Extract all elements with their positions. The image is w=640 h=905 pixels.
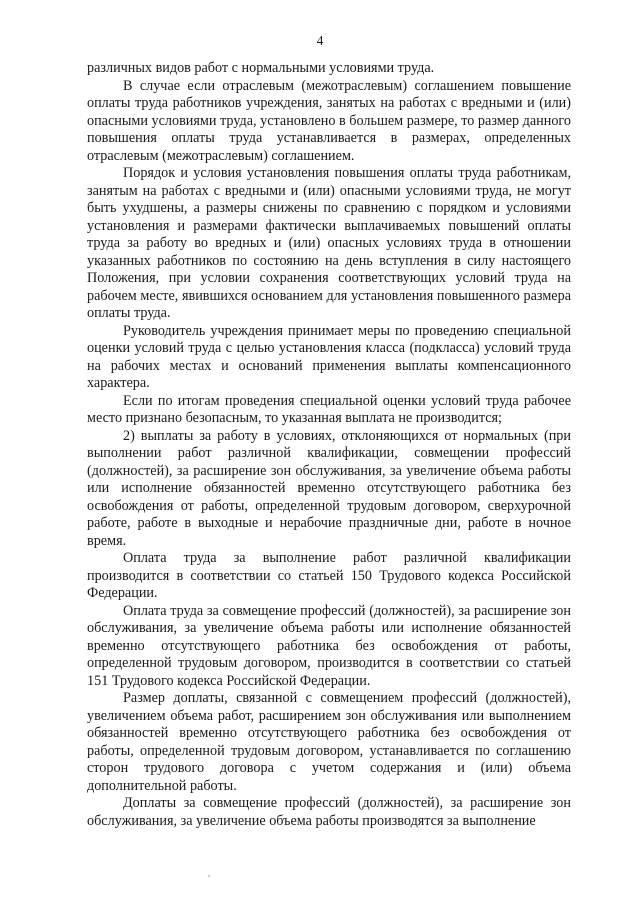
paragraph: Оплата труда за совмещение профессий (должностей), за расширение зон обслуживания, за увеличение объема работы или исполнение обязанностей временно отсутствующего работника без освобождения от работы, определенной трудовым договором, производится в соответствии со статьей 151 Трудового кодекса Российской Федерации. xyxy=(87,602,571,689)
scan-speck xyxy=(208,875,210,877)
paragraph: Порядок и условия установления повышения оплаты труда работникам, занятым на работах с вредными и (или) опасными условиями труда, не могут быть ухудшены, а размеры снижены по сравнению с порядком и условиями установления и размерами фактически выплачиваемых повышений оплаты труда за работу во вредных и (или) опасных условиях труда в отношении указанных работников по состоянию на день вступления в силу настоящего Положения, при условии сохранения соответствующих условий труда на рабочем месте, явившихся основанием для установления повышенного размера оплаты труда. xyxy=(87,165,571,321)
paragraph: В случае если отраслевым (межотраслевым) соглашением повышение оплаты труда работников учреждения, занятых на работах с вредными и (или) опасными условиями труда, установлено в большем размере, то размер данного повышения оплаты труда устанавливается в размерах, определенных отраслевым (межотраслевым) соглашением. xyxy=(87,77,571,164)
paragraph: Оплата труда за выполнение работ различной квалификации производится в соответствии со статьей 150 Трудового кодекса Российской Федерации. xyxy=(87,550,571,601)
paragraph: Руководитель учреждения принимает меры по проведению специальной оценки условий труда с целью установления класса (подкласса) условий труда на рабочих местах и оснований применения выплаты компенсационного характера. xyxy=(87,322,571,391)
paragraph: Если по итогам проведения специальной оценки условий труда рабочее место признано безопасным, то указанная выплата не производится; xyxy=(87,392,571,426)
paragraph: Доплаты за совмещение профессий (должностей), за расширение зон обслуживания, за увеличение объема работы производятся за выполнение xyxy=(87,795,571,829)
paragraph: различных видов работ с нормальными условиями труда. xyxy=(87,60,435,76)
paragraph: Размер доплаты, связанной с совмещением профессий (должностей), увеличением объема работ, расширением зон обслуживания или выполнением обязанностей временно отсутствующего работника без освобождения от работы, определенной трудовым договором, устанавливается по соглашению сторон трудового договора с учетом содержания и (или) объема дополнительной работы. xyxy=(87,690,571,794)
paragraph: 2) выплаты за работу в условиях, отклоняющихся от нормальных (при выполнении работ различной квалификации, совмещении профессий (должностей), за расширение зон обслуживания, за увеличение объема работы или исполнение обязанностей временно отсутствующего работника без освобождения от работы, определенной трудовым договором, сверхурочной работе, работе в выходные и нерабочие праздничные дни, работе в ночное время. xyxy=(87,427,571,549)
page-number: 4 xyxy=(316,33,324,48)
document-body xyxy=(87,60,571,830)
